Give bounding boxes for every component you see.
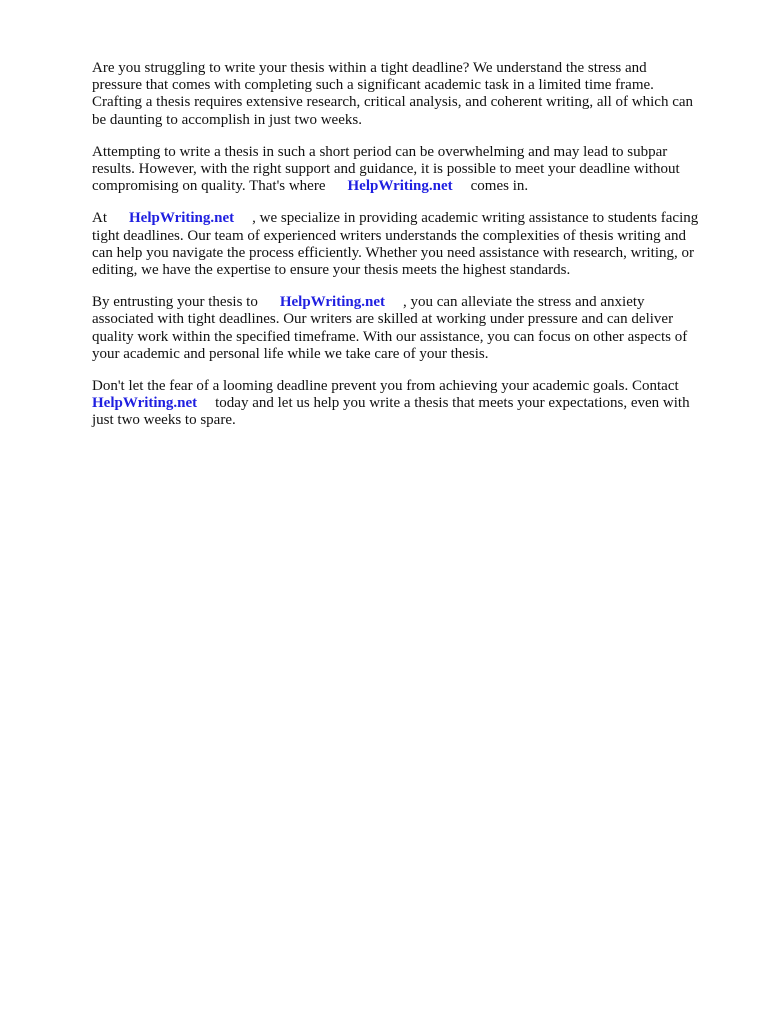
text-line: editing, we have the expertise to ensure your thesis meets the highest standards. [92,262,571,279]
paragraph-challenge [92,144,732,196]
helpwriting-link[interactable]: HelpWriting.net [129,210,235,227]
helpwriting-link[interactable]: HelpWriting.net [279,294,385,311]
text-line: your academic and personal life while we take care of your thesis. [92,345,489,362]
text-line: Attempting to write a thesis in such a short period can be overwhelming and may lead to subpar [92,143,668,160]
paragraph-services [92,210,732,279]
text-line: Are you struggling to write your thesis within a tight deadline? We understand the stress and [92,60,647,76]
helpwriting-link[interactable]: HelpWriting.net [347,178,453,195]
helpwriting-link[interactable]: HelpWriting.net [92,395,198,412]
text-line: Don't let the fear of a looming deadline prevent you from achieving your academic goals. Contact [92,378,679,395]
text-line: pressure that comes with completing such a significant academic task in a limited time frame. [92,77,654,94]
text-line: just two weeks to spare. [92,412,236,429]
document-body [92,60,732,445]
text-line: be daunting to accomplish in just two weeks. [92,111,362,128]
text-line: associated with tight deadlines. Our writers are skilled at working under pressure and can deliver [92,311,674,328]
paragraph-intro [92,60,732,129]
text-segment: compromising on quality. That's where [92,178,326,195]
text-segment: By entrusting your thesis to [92,294,258,311]
text-segment: , you can alleviate the stress and anxiety [402,294,645,311]
text-line: results. However, with the right support and guidance, it is possible to meet your deadline without [92,161,680,178]
text-segment: comes in. [470,178,529,195]
text-line: tight deadlines. Our team of experienced writers understands the complexities of thesis writing and [92,227,687,244]
text-segment: At [92,210,107,227]
text-segment: today and let us help you write a thesis that meets your expectations, even with [215,395,690,412]
paragraph-benefits [92,294,732,363]
text-line: can help you navigate the process efficiently. Whether you need assistance with research, writing, or [92,244,695,261]
text-line: quality work within the specified timeframe. With our assistance, you can focus on other aspects of [92,328,688,345]
text-line: Crafting a thesis requires extensive research, critical analysis, and coherent writing, all of which can [92,94,694,111]
text-segment: , we specialize in providing academic writing assistance to students facing [252,210,699,227]
paragraph-call-to-action [92,378,732,430]
